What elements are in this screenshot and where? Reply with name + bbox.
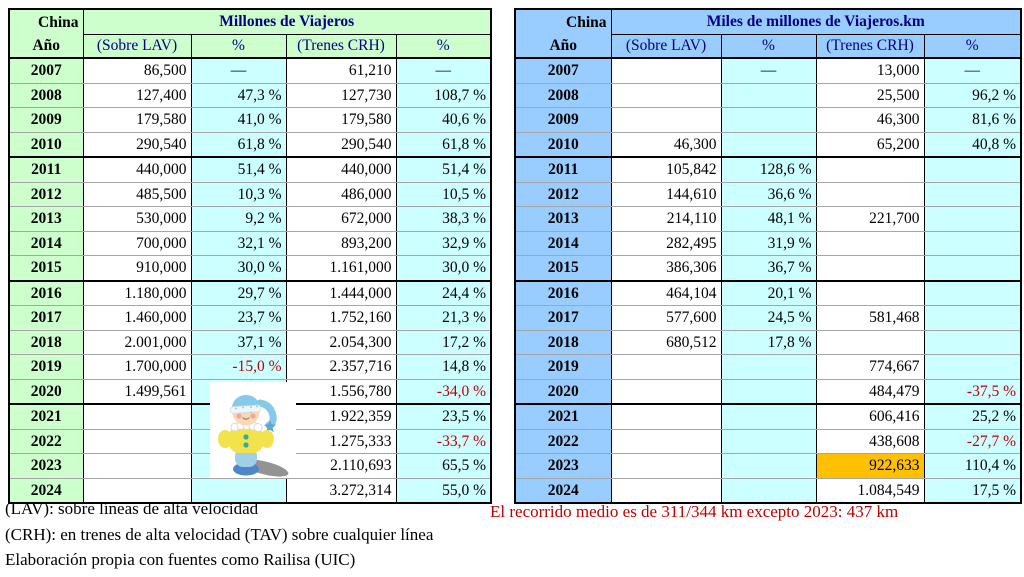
table-row: [9, 256, 491, 281]
pct-cell: [924, 330, 1021, 355]
table-row: [515, 281, 1021, 306]
value-cell: 1.499,561: [83, 379, 191, 404]
pct-cell: [721, 83, 816, 108]
table-corner-label: China: [515, 9, 611, 35]
value-cell: 25,500: [816, 83, 924, 108]
value-cell: 46,300: [816, 108, 924, 133]
value-cell: 910,000: [83, 256, 191, 281]
table-row: [515, 404, 1021, 429]
table-row: [515, 355, 1021, 380]
value-cell: 774,667: [816, 355, 924, 380]
year-cell: 2017: [515, 306, 611, 331]
pct-cell: [721, 355, 816, 380]
year-cell: 2024: [9, 478, 83, 503]
pct-cell: 61,8 %: [191, 132, 286, 157]
right-table-viajeros-km: [514, 8, 1022, 504]
year-cell: 2007: [515, 58, 611, 83]
value-cell: [611, 379, 721, 404]
value-cell: 440,000: [286, 157, 396, 182]
year-column-header: Año: [515, 35, 611, 59]
value-cell: 440,000: [83, 157, 191, 182]
table-row: [515, 182, 1021, 207]
value-cell: 46,300: [611, 132, 721, 157]
pct-cell: 40,8 %: [924, 132, 1021, 157]
column-header: %: [924, 35, 1021, 59]
pct-cell: 41,0 %: [191, 108, 286, 133]
value-cell: [611, 108, 721, 133]
footnotes-block: [5, 496, 433, 573]
pct-cell: —: [396, 58, 491, 83]
pct-cell: 25,2 %: [924, 404, 1021, 429]
mascot-doll-image: [210, 382, 296, 478]
pct-cell: 36,6 %: [721, 182, 816, 207]
value-cell: 485,500: [83, 182, 191, 207]
table-row: [515, 478, 1021, 503]
pct-cell: [924, 355, 1021, 380]
pct-cell: 29,7 %: [191, 281, 286, 306]
year-cell: 2015: [515, 256, 611, 281]
table-row: [9, 83, 491, 108]
value-cell: [611, 58, 721, 83]
pct-cell: 40,6 %: [396, 108, 491, 133]
pct-cell: 32,9 %: [396, 231, 491, 256]
pct-cell: 17,2 %: [396, 330, 491, 355]
table-row: [515, 379, 1021, 404]
pct-cell: 47,3 %: [191, 83, 286, 108]
year-cell: 2012: [9, 182, 83, 207]
value-cell: 61,210: [286, 58, 396, 83]
year-cell: 2019: [9, 355, 83, 380]
table-row: [9, 182, 491, 207]
table-row: [515, 132, 1021, 157]
footnote-source: Elaboración propia con fuentes como Railisa (UIC): [5, 550, 356, 569]
value-cell: 105,842: [611, 157, 721, 182]
year-cell: 2014: [515, 231, 611, 256]
year-cell: 2011: [515, 157, 611, 182]
pct-cell: -27,7 %: [924, 429, 1021, 454]
pct-cell: [924, 182, 1021, 207]
year-cell: 2009: [515, 108, 611, 133]
value-cell: [816, 157, 924, 182]
table-row: [515, 58, 1021, 83]
table-row: [515, 231, 1021, 256]
value-cell: 484,479: [816, 379, 924, 404]
pct-cell: 21,3 %: [396, 306, 491, 331]
pct-cell: [721, 379, 816, 404]
column-header: (Sobre LAV): [83, 35, 191, 59]
value-cell: [611, 404, 721, 429]
footnote-lav: (LAV): sobre líneas de alta velocidad: [5, 499, 259, 518]
pct-cell: -33,7 %: [396, 429, 491, 454]
pct-cell: 65,5 %: [396, 454, 491, 479]
pct-cell: 110,4 %: [924, 454, 1021, 479]
pct-cell: 96,2 %: [924, 83, 1021, 108]
year-cell: 2010: [515, 132, 611, 157]
pct-cell: 36,7 %: [721, 256, 816, 281]
year-cell: 2012: [515, 182, 611, 207]
value-cell: 214,110: [611, 207, 721, 232]
pct-cell: [924, 207, 1021, 232]
pct-cell: 37,1 %: [191, 330, 286, 355]
value-cell: 1.180,000: [83, 281, 191, 306]
pct-cell: [721, 404, 816, 429]
value-cell: 1.275,333: [286, 429, 396, 454]
value-cell: 672,000: [286, 207, 396, 232]
value-cell: [611, 478, 721, 503]
value-cell: [611, 83, 721, 108]
value-cell: 13,000: [816, 58, 924, 83]
year-cell: 2022: [515, 429, 611, 454]
year-cell: 2020: [515, 379, 611, 404]
year-cell: 2010: [9, 132, 83, 157]
pct-cell: 38,3 %: [396, 207, 491, 232]
pct-cell: 31,9 %: [721, 231, 816, 256]
value-cell: [611, 454, 721, 479]
year-cell: 2008: [515, 83, 611, 108]
pct-cell: 9,2 %: [191, 207, 286, 232]
value-cell: 606,416: [816, 404, 924, 429]
value-cell: 1.700,000: [83, 355, 191, 380]
year-cell: 2013: [9, 207, 83, 232]
pct-cell: 51,4 %: [191, 157, 286, 182]
table-row: [9, 58, 491, 83]
value-cell: 282,495: [611, 231, 721, 256]
value-cell: 221,700: [816, 207, 924, 232]
value-cell: [816, 231, 924, 256]
pct-cell: 20,1 %: [721, 281, 816, 306]
year-cell: 2016: [515, 281, 611, 306]
year-cell: 2018: [515, 330, 611, 355]
pct-cell: —: [721, 58, 816, 83]
pct-cell: -34,0 %: [396, 379, 491, 404]
year-cell: 2023: [515, 454, 611, 479]
pct-cell: [721, 132, 816, 157]
value-cell: 464,104: [611, 281, 721, 306]
pct-cell: 10,3 %: [191, 182, 286, 207]
pct-cell: —: [924, 58, 1021, 83]
column-header: %: [396, 35, 491, 59]
value-cell: 2.357,716: [286, 355, 396, 380]
pct-cell: [721, 108, 816, 133]
value-cell: 1.161,000: [286, 256, 396, 281]
year-cell: 2017: [9, 306, 83, 331]
year-cell: 2020: [9, 379, 83, 404]
pct-cell: 24,4 %: [396, 281, 491, 306]
year-cell: 2024: [515, 478, 611, 503]
value-cell: 1.922,359: [286, 404, 396, 429]
value-cell: [83, 404, 191, 429]
table-row: [9, 231, 491, 256]
red-note: El recorrido medio es de 311/344 km excepto 2023: 437 km: [490, 502, 899, 521]
table-row: [515, 207, 1021, 232]
value-cell: 2.110,693: [286, 454, 396, 479]
pct-cell: [721, 478, 816, 503]
value-cell: 680,512: [611, 330, 721, 355]
year-cell: 2009: [9, 108, 83, 133]
pct-cell: [924, 157, 1021, 182]
value-cell: [816, 182, 924, 207]
value-cell: 86,500: [83, 58, 191, 83]
pct-cell: 32,1 %: [191, 231, 286, 256]
value-cell: 65,200: [816, 132, 924, 157]
pct-cell: 48,1 %: [721, 207, 816, 232]
value-cell: 577,600: [611, 306, 721, 331]
table-row: [515, 429, 1021, 454]
pct-cell: [924, 256, 1021, 281]
pct-cell: 23,5 %: [396, 404, 491, 429]
pct-cell: 17,8 %: [721, 330, 816, 355]
year-cell: 2015: [9, 256, 83, 281]
year-cell: 2022: [9, 429, 83, 454]
value-cell: [611, 355, 721, 380]
table-title: Miles de millones de Viajeros.km: [611, 9, 1021, 35]
pct-cell: 23,7 %: [191, 306, 286, 331]
value-cell: 290,540: [286, 132, 396, 157]
pct-cell: -15,0 %: [191, 355, 286, 380]
year-cell: 2013: [515, 207, 611, 232]
value-cell: 1.444,000: [286, 281, 396, 306]
table-row: [515, 108, 1021, 133]
footnote-crh: (CRH): en trenes de alta velocidad (TAV) sobre cualquier línea: [5, 524, 434, 544]
pct-cell: 81,6 %: [924, 108, 1021, 133]
value-cell: 144,610: [611, 182, 721, 207]
pct-cell: 24,5 %: [721, 306, 816, 331]
pct-cell: —: [191, 58, 286, 83]
column-header: (Trenes CRH): [286, 35, 396, 59]
column-header: (Trenes CRH): [816, 35, 924, 59]
table-corner-label: China: [9, 9, 83, 35]
table-row: [515, 306, 1021, 331]
pct-cell: 30,0 %: [396, 256, 491, 281]
value-cell: 2.054,300: [286, 330, 396, 355]
year-cell: 2007: [9, 58, 83, 83]
year-cell: 2008: [9, 83, 83, 108]
table-row: [515, 454, 1021, 479]
pct-cell: [721, 429, 816, 454]
value-cell: 290,540: [83, 132, 191, 157]
value-cell: 1.556,780: [286, 379, 396, 404]
value-cell: 486,000: [286, 182, 396, 207]
pct-cell: [924, 281, 1021, 306]
column-header: (Sobre LAV): [611, 35, 721, 59]
year-column-header: Año: [9, 35, 83, 59]
table-row: [515, 256, 1021, 281]
column-header: %: [191, 35, 286, 59]
value-cell: 127,400: [83, 83, 191, 108]
table-row: [9, 281, 491, 306]
value-cell: 530,000: [83, 207, 191, 232]
year-cell: 2023: [9, 454, 83, 479]
year-cell: 2021: [9, 404, 83, 429]
pct-cell: 108,7 %: [396, 83, 491, 108]
pct-cell: 14,8 %: [396, 355, 491, 380]
year-cell: 2021: [515, 404, 611, 429]
table-row: [515, 157, 1021, 182]
table-row: [515, 330, 1021, 355]
pct-cell: -37,5 %: [924, 379, 1021, 404]
pct-cell: 17,5 %: [924, 478, 1021, 503]
pct-cell: 30,0 %: [191, 256, 286, 281]
table-row: [9, 157, 491, 182]
pct-cell: [924, 306, 1021, 331]
table-row: [9, 306, 491, 331]
column-header: %: [721, 35, 816, 59]
value-cell: 700,000: [83, 231, 191, 256]
pct-cell: 55,0 %: [396, 478, 491, 503]
value-cell: 581,468: [816, 306, 924, 331]
value-cell: [816, 281, 924, 306]
value-cell: [611, 429, 721, 454]
value-cell: 893,200: [286, 231, 396, 256]
year-cell: 2011: [9, 157, 83, 182]
value-cell: 1.460,000: [83, 306, 191, 331]
pct-cell: 51,4 %: [396, 157, 491, 182]
value-cell: 922,633: [816, 454, 924, 479]
pct-cell: [721, 454, 816, 479]
value-cell: 127,730: [286, 83, 396, 108]
value-cell: 179,580: [286, 108, 396, 133]
table-row: [9, 207, 491, 232]
value-cell: 3.272,314: [286, 478, 396, 503]
year-cell: 2016: [9, 281, 83, 306]
year-cell: 2018: [9, 330, 83, 355]
value-cell: [816, 256, 924, 281]
value-cell: [816, 330, 924, 355]
table-row: [9, 132, 491, 157]
value-cell: 438,608: [816, 429, 924, 454]
value-cell: [83, 429, 191, 454]
pct-cell: 10,5 %: [396, 182, 491, 207]
value-cell: 2.001,000: [83, 330, 191, 355]
year-cell: 2019: [515, 355, 611, 380]
value-cell: 386,306: [611, 256, 721, 281]
year-cell: 2014: [9, 231, 83, 256]
table-row: [515, 83, 1021, 108]
pct-cell: 61,8 %: [396, 132, 491, 157]
table-row: [9, 330, 491, 355]
table-row: [9, 355, 491, 380]
value-cell: [83, 454, 191, 479]
value-cell: 1.752,160: [286, 306, 396, 331]
table-row: [9, 108, 491, 133]
value-cell: 1.084,549: [816, 478, 924, 503]
value-cell: 179,580: [83, 108, 191, 133]
pct-cell: [924, 231, 1021, 256]
table-title: Millones de Viajeros: [83, 9, 491, 35]
pct-cell: 128,6 %: [721, 157, 816, 182]
